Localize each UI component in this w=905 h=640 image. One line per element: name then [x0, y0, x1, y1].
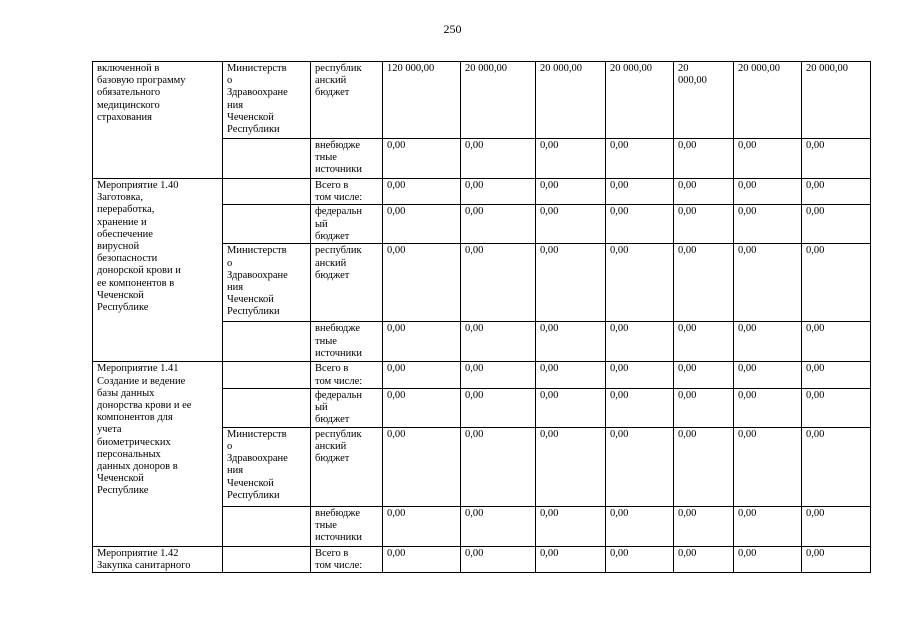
amount-cell: 0,00: [802, 139, 871, 179]
funding-source-cell: внебюдже тные источники: [311, 506, 383, 546]
amount-cell: 20 000,00: [536, 62, 606, 139]
amount-cell: 0,00: [734, 546, 802, 572]
amount-cell: 0,00: [674, 139, 734, 179]
executor-cell: [223, 205, 311, 244]
executor-cell: [223, 139, 311, 179]
funding-source-cell: внебюдже тные источники: [311, 322, 383, 362]
amount-cell: 0,00: [606, 244, 674, 322]
amount-cell: 0,00: [734, 179, 802, 205]
amount-cell: 0,00: [734, 244, 802, 322]
amount-cell: 0,00: [674, 244, 734, 322]
amount-cell: 0,00: [802, 205, 871, 244]
funding-source-cell: федеральн ый бюджет: [311, 205, 383, 244]
table-row: [93, 362, 871, 388]
amount-cell: 0,00: [674, 546, 734, 572]
amount-cell: 0,00: [536, 546, 606, 572]
executor-cell: Министерств о Здравоохране ния Чеченской Республики: [223, 427, 311, 506]
measure-cell: Мероприятие 1.41 Создание и ведение базы данных донорства крови и ее компонентов для учета биометрических персональных данных доноров в Чеченской Республике: [93, 362, 223, 546]
amount-cell: 0,00: [734, 362, 802, 388]
amount-cell: 0,00: [674, 322, 734, 362]
amount-cell: 0,00: [674, 388, 734, 427]
amount-cell: 0,00: [606, 322, 674, 362]
executor-cell: [223, 388, 311, 427]
funding-source-cell: внебюдже тные источники: [311, 139, 383, 179]
amount-cell: 0,00: [674, 506, 734, 546]
table-body: [93, 62, 871, 573]
amount-cell: 0,00: [606, 506, 674, 546]
amount-cell: 0,00: [536, 388, 606, 427]
amount-cell: 0,00: [802, 546, 871, 572]
amount-cell: 0,00: [461, 546, 536, 572]
executor-cell: Министерств о Здравоохране ния Чеченской Республики: [223, 62, 311, 139]
amount-cell: 0,00: [606, 388, 674, 427]
amount-cell: 20 000,00: [606, 62, 674, 139]
amount-cell: 0,00: [734, 205, 802, 244]
executor-cell: [223, 506, 311, 546]
measure-cell: Мероприятие 1.40 Заготовка, переработка, хранение и обеспечение вирусной безопасности донорской крови и ее компонентов в Чеченской Республике: [93, 179, 223, 362]
measure-cell: включенной в базовую программу обязательного медицинского страхования: [93, 62, 223, 179]
amount-cell: 0,00: [606, 139, 674, 179]
amount-cell: 0,00: [536, 427, 606, 506]
funding-source-cell: Всего в том числе:: [311, 546, 383, 572]
amount-cell: 0,00: [734, 427, 802, 506]
funding-source-cell: республик анский бюджет: [311, 427, 383, 506]
amount-cell: 0,00: [674, 427, 734, 506]
executor-cell: [223, 546, 311, 572]
table-row: [93, 62, 871, 139]
amount-cell: 0,00: [536, 139, 606, 179]
table-row: [93, 179, 871, 205]
amount-cell: 0,00: [461, 322, 536, 362]
amount-cell: 0,00: [802, 362, 871, 388]
amount-cell: 0,00: [606, 546, 674, 572]
funding-source-cell: федеральн ый бюджет: [311, 388, 383, 427]
amount-cell: 0,00: [536, 205, 606, 244]
amount-cell: 0,00: [674, 179, 734, 205]
amount-cell: 0,00: [461, 506, 536, 546]
amount-cell: 0,00: [802, 427, 871, 506]
funding-source-cell: республик анский бюджет: [311, 62, 383, 139]
funding-source-cell: республик анский бюджет: [311, 244, 383, 322]
amount-cell: 0,00: [461, 388, 536, 427]
amount-cell: 0,00: [536, 506, 606, 546]
amount-cell: 0,00: [802, 388, 871, 427]
amount-cell: 0,00: [734, 506, 802, 546]
amount-cell: 0,00: [461, 362, 536, 388]
amount-cell: 20 000,00: [802, 62, 871, 139]
funding-source-cell: Всего в том числе:: [311, 362, 383, 388]
amount-cell: 20 000,00: [674, 62, 734, 139]
amount-cell: 0,00: [536, 362, 606, 388]
executor-cell: [223, 362, 311, 388]
amount-cell: 0,00: [606, 179, 674, 205]
amount-cell: 0,00: [674, 205, 734, 244]
amount-cell: 0,00: [802, 322, 871, 362]
amount-cell: 0,00: [383, 506, 461, 546]
executor-cell: [223, 322, 311, 362]
amount-cell: 0,00: [606, 205, 674, 244]
amount-cell: 0,00: [383, 139, 461, 179]
amount-cell: 0,00: [674, 362, 734, 388]
amount-cell: 20 000,00: [734, 62, 802, 139]
amount-cell: 0,00: [606, 362, 674, 388]
funding-source-cell: Всего в том числе:: [311, 179, 383, 205]
amount-cell: 0,00: [802, 179, 871, 205]
amount-cell: 0,00: [383, 546, 461, 572]
amount-cell: 0,00: [383, 322, 461, 362]
amount-cell: 0,00: [734, 139, 802, 179]
amount-cell: 0,00: [461, 244, 536, 322]
measure-cell: Мероприятие 1.42 Закупка санитарного: [93, 546, 223, 572]
amount-cell: 0,00: [802, 506, 871, 546]
amount-cell: 0,00: [461, 205, 536, 244]
budget-table: [92, 61, 871, 573]
amount-cell: 0,00: [536, 179, 606, 205]
amount-cell: 0,00: [802, 244, 871, 322]
amount-cell: 0,00: [383, 388, 461, 427]
page-number: 250: [443, 22, 462, 36]
amount-cell: 0,00: [383, 362, 461, 388]
amount-cell: 0,00: [383, 427, 461, 506]
amount-cell: 0,00: [461, 179, 536, 205]
amount-cell: 0,00: [461, 139, 536, 179]
amount-cell: 0,00: [734, 388, 802, 427]
amount-cell: 0,00: [536, 244, 606, 322]
amount-cell: 120 000,00: [383, 62, 461, 139]
table-row: [93, 546, 871, 572]
amount-cell: 0,00: [734, 322, 802, 362]
amount-cell: 20 000,00: [461, 62, 536, 139]
amount-cell: 0,00: [606, 427, 674, 506]
amount-cell: 0,00: [383, 244, 461, 322]
amount-cell: 0,00: [383, 205, 461, 244]
executor-cell: Министерств о Здравоохране ния Чеченской Республики: [223, 244, 311, 322]
amount-cell: 0,00: [461, 427, 536, 506]
amount-cell: 0,00: [536, 322, 606, 362]
amount-cell: 0,00: [383, 179, 461, 205]
executor-cell: [223, 179, 311, 205]
